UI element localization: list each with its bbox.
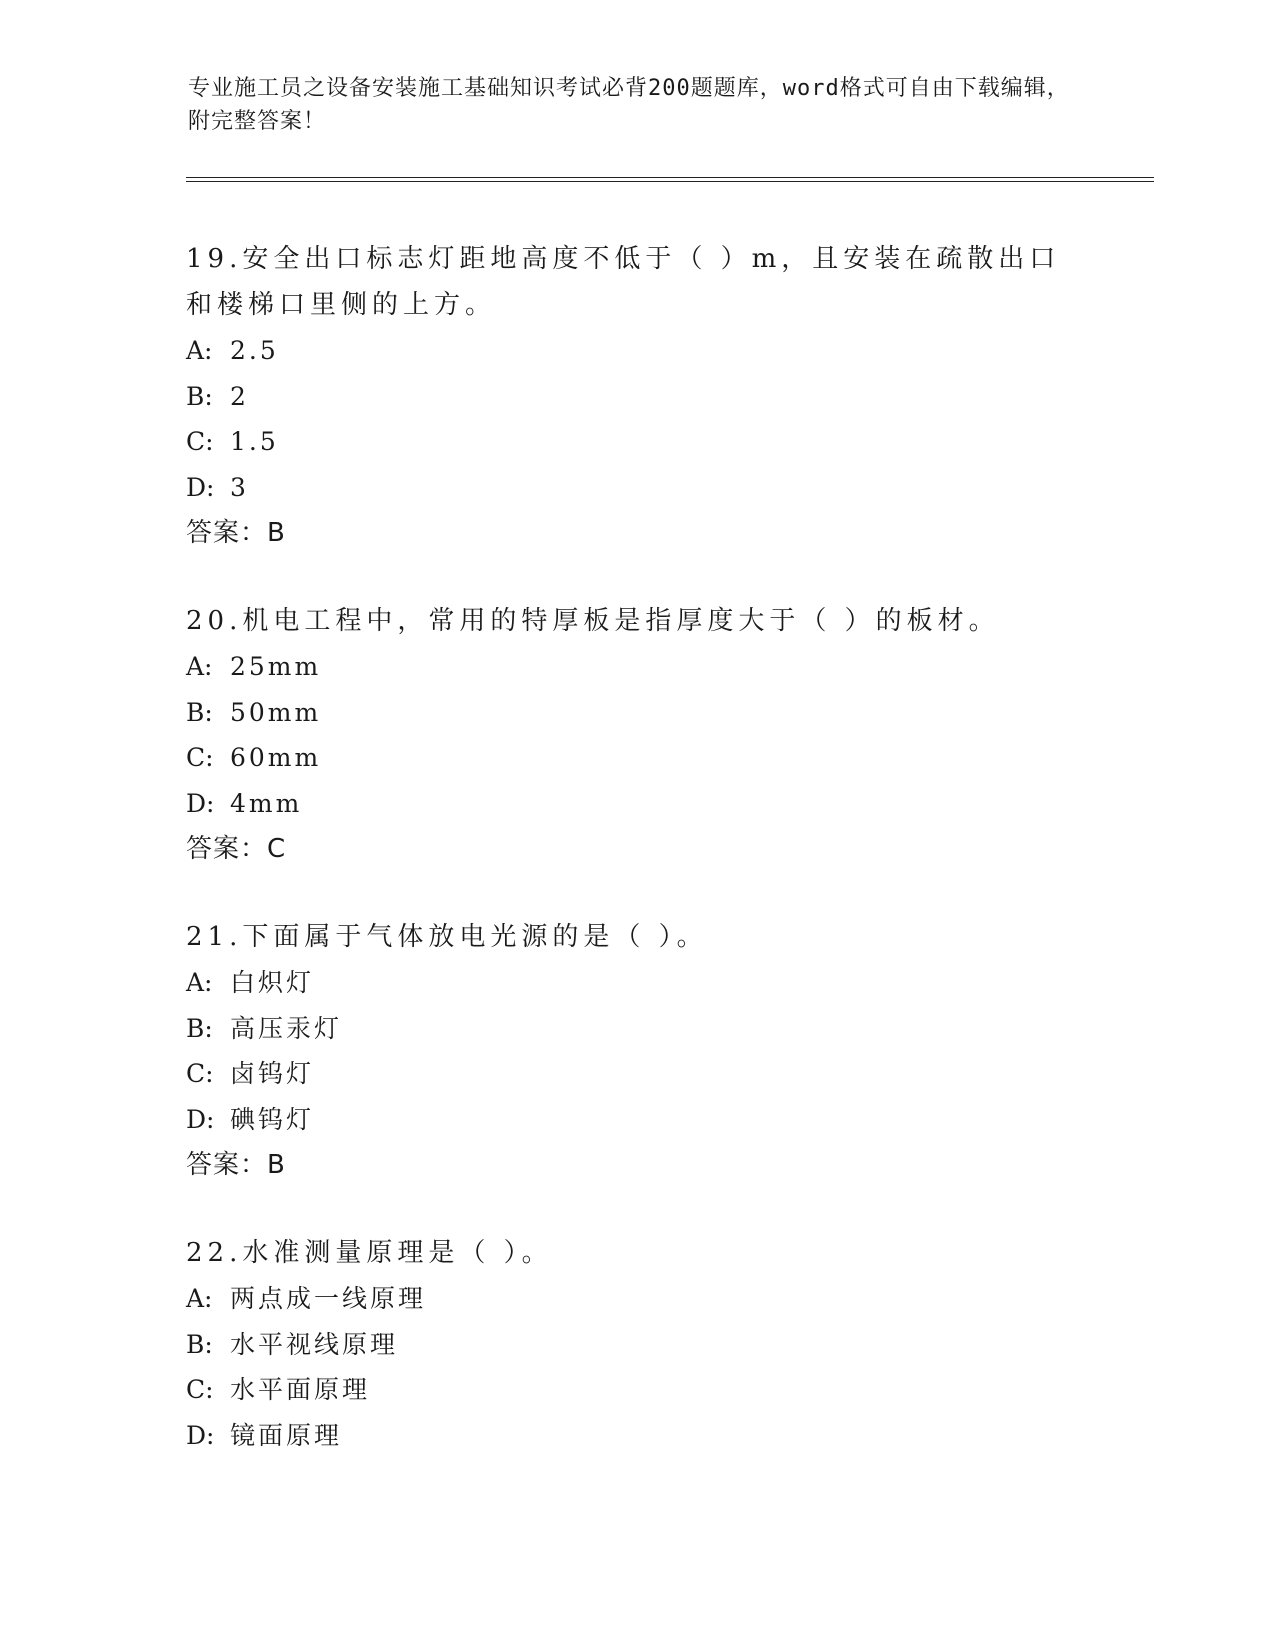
option-letter: A: (186, 968, 213, 997)
option-a (186, 328, 1086, 374)
option-letter: C: (186, 743, 214, 772)
answer-line: 答案：B (186, 518, 286, 548)
option-letter: B: (186, 1329, 213, 1359)
question-21 (186, 914, 1086, 1188)
answer-line: 答案：C (186, 834, 287, 864)
option-letter: D: (186, 472, 215, 502)
option-letter: C: (186, 1375, 214, 1404)
question-stem: 21.下面属于气体放电光源的是（ ）。 (186, 922, 708, 952)
question-stem: 20.机电工程中，常用的特厚板是指厚度大于（ ）的板材。 (186, 606, 1000, 636)
option-c (186, 1367, 1086, 1413)
option-c (186, 735, 1086, 781)
option-a (186, 1276, 1086, 1322)
question-19 (186, 236, 1086, 556)
header-title: 专业施工员之设备安装施工基础知识考试必背200题题库，word格式可自由下载编辑，附完整答案！ (188, 76, 1070, 134)
header-double-rule (186, 177, 1154, 182)
document-header (188, 72, 1088, 138)
option-text: 高压汞灯 (230, 1013, 343, 1043)
question-stem: 22.水准测量原理是（ ）。 (186, 1238, 553, 1268)
option-text: 卤钨灯 (230, 1059, 315, 1088)
question-list (186, 236, 1086, 1500)
question-22 (186, 1230, 1086, 1458)
option-d (186, 781, 1086, 827)
option-letter: C: (186, 1059, 214, 1088)
option-letter: B: (186, 1013, 213, 1043)
option-text: 25mm (230, 652, 322, 681)
option-letter: D: (186, 1420, 215, 1450)
option-d (186, 1097, 1086, 1143)
option-b (186, 1006, 1086, 1052)
option-text: 2 (230, 381, 249, 411)
option-b (186, 1322, 1086, 1368)
option-letter: C: (186, 427, 214, 456)
option-text: 水平视线原理 (230, 1329, 399, 1359)
option-text: 碘钨灯 (230, 1104, 315, 1134)
option-b (186, 374, 1086, 420)
option-text: 两点成一线原理 (230, 1284, 427, 1313)
option-letter: A: (186, 1284, 213, 1313)
option-a (186, 960, 1086, 1006)
option-c (186, 1051, 1086, 1097)
option-letter: A: (186, 336, 213, 365)
answer-line: 答案：B (186, 1150, 286, 1180)
option-text: 白炽灯 (230, 968, 315, 997)
option-b (186, 690, 1086, 736)
option-d (186, 1413, 1086, 1459)
option-text: 50mm (230, 697, 322, 727)
option-text: 1.5 (230, 427, 279, 456)
option-letter: B: (186, 381, 213, 411)
option-c (186, 419, 1086, 465)
option-letter: D: (186, 1104, 215, 1134)
option-text: 60mm (230, 743, 322, 772)
option-letter: D: (186, 788, 215, 818)
option-letter: B: (186, 697, 213, 727)
question-stem: 19.安全出口标志灯距地高度不低于（ ）m，且安装在疏散出口和楼梯口里侧的上方。 (186, 244, 1061, 320)
option-text: 水平面原理 (230, 1375, 371, 1404)
option-d (186, 465, 1086, 511)
option-a (186, 644, 1086, 690)
option-text: 3 (230, 472, 249, 502)
option-text: 4mm (230, 788, 303, 818)
question-20 (186, 598, 1086, 872)
option-letter: A: (186, 652, 213, 681)
option-text: 2.5 (230, 336, 279, 365)
option-text: 镜面原理 (230, 1420, 343, 1450)
